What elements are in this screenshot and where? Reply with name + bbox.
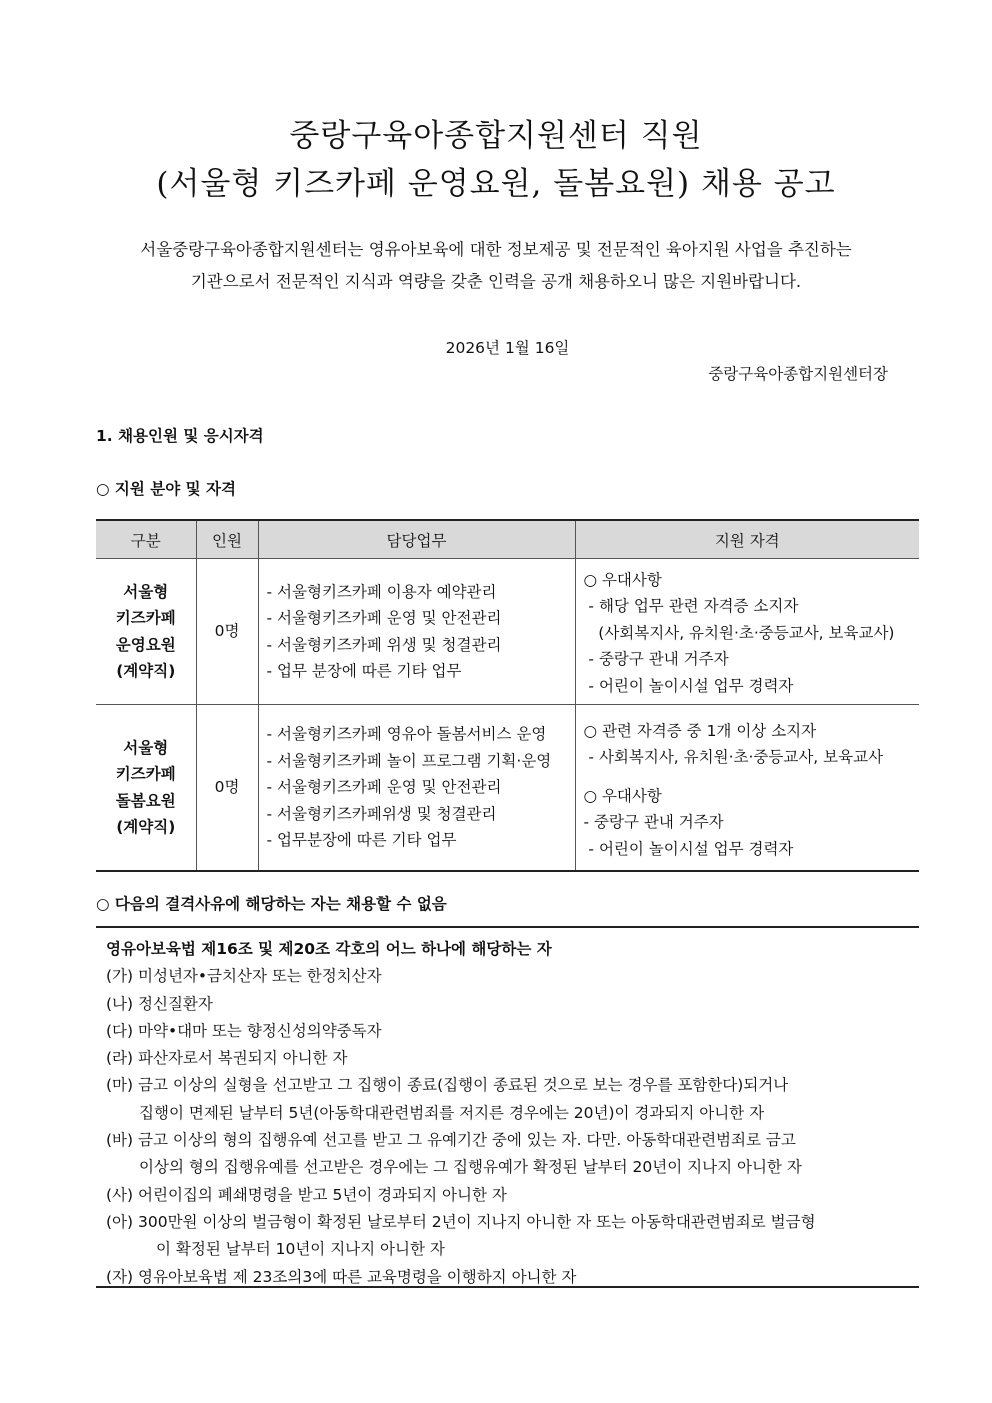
- qualification-item: - 중랑구 관내 거주자: [583, 650, 729, 669]
- category-line: 서울형: [123, 582, 169, 601]
- qualifications-cell: [575, 705, 919, 872]
- duty-item: - 서울형키즈카페위생 및 청결관리: [266, 804, 497, 823]
- duty-item: - 서울형키즈카페 이용자 예약관리: [266, 582, 497, 601]
- recruitment-table: [96, 519, 919, 872]
- intro-line: 서울중랑구육아종합지원센터는 영유아보육에 대한 정보제공 및 전문적인 육아지원 사업을 추진하는: [140, 240, 852, 259]
- category-line: (계약직): [116, 818, 176, 836]
- disqualification-item: (마) 금고 이상의 실형을 선고받고 그 집행이 종료(집행이 종료된 것으로 보는 경우를 포함한다)되거나: [106, 1076, 789, 1095]
- qualification-item: ○ 우대사항: [583, 570, 662, 589]
- qualification-item: - 중랑구 관내 거주자: [583, 813, 724, 832]
- headcount-cell: 0명: [196, 705, 258, 872]
- header-cell: 인원: [196, 520, 258, 559]
- qualification-item: - 어린이 놀이시설 업무 경력자: [583, 676, 794, 695]
- category-line: 키즈카페: [115, 765, 176, 783]
- duty-item: - 서울형키즈카페 놀이 프로그램 기획·운영: [266, 751, 552, 770]
- disqualification-box: [96, 926, 919, 1288]
- table-row: [96, 705, 919, 872]
- header-cell: 지원 자격: [575, 520, 919, 559]
- intro-line: 기관으로서 전문적인 지식과 역량을 갖춘 인력을 공개 채용하오니 많은 지원바랍니다.: [190, 272, 802, 291]
- qualifications-cell: [575, 559, 919, 705]
- disqualification-item: (라) 파산자로서 복권되지 아니한 자: [106, 1049, 348, 1068]
- disqualification-item: (사) 어린이집의 폐쇄명령을 받고 5년이 경과되지 아니한 자: [106, 1185, 507, 1204]
- category-line: (계약직): [116, 662, 176, 680]
- disqualification-item: (자) 영유아보육법 제 23조의3에 따른 교육명령을 이행하지 아니한 자: [106, 1267, 577, 1286]
- disqualification-heading: 영유아보육법 제16조 및 제20조 각호의 어느 하나에 해당하는 자: [106, 940, 552, 958]
- duty-item: - 업무분장에 따른 기타 업무: [266, 831, 457, 850]
- header-cell: 담당업무: [258, 520, 575, 559]
- disqualification-item: (다) 마약•대마 또는 향정신성의약중독자: [106, 1021, 382, 1040]
- table-header-row: [96, 520, 919, 559]
- duty-item: - 서울형키즈카페 위생 및 청결관리: [266, 635, 502, 654]
- category-line: 키즈카페: [115, 609, 176, 627]
- intro-paragraph: [60, 234, 932, 298]
- page-title-line2: (서울형 키즈카페 운영요원, 돌봄요원) 채용 공고: [156, 166, 836, 202]
- subsection-heading: ○ 다음의 결격사유에 해당하는 자는 채용할 수 없음: [96, 895, 447, 913]
- disqualification-item: (아) 300만원 이상의 벌금형이 확정된 날로부터 2년이 지나지 아니한 자 또는 아동학대관련범죄로 벌금형: [106, 1212, 816, 1231]
- duties-cell: [258, 705, 575, 872]
- qualification-item: ○ 우대사항: [583, 786, 662, 805]
- duty-item: - 서울형키즈카페 영유아 돌봄서비스 운영: [266, 725, 547, 744]
- qualification-item: - 해당 업무 관련 자격증 소지자: [583, 597, 799, 616]
- duties-cell: [258, 559, 575, 705]
- qualification-item: (사회복지사, 유치원·초·중등교사, 보육교사): [583, 623, 895, 642]
- duty-item: - 서울형키즈카페 운영 및 안전관리: [266, 778, 502, 797]
- disqualification-item: (바) 금고 이상의 형의 집행유예 선고를 받고 그 유예기간 중에 있는 자. 다만. 아동학대관련범죄로 금고: [106, 1131, 796, 1150]
- category-cell: [96, 705, 196, 872]
- category-line: 서울형: [123, 738, 169, 757]
- page-title-line1: 중랑구육아종합지원센터 직원: [289, 118, 703, 154]
- announcement-date: 2026년 1월 16일: [445, 339, 570, 357]
- category-line: 돌봄요원: [115, 791, 176, 810]
- headcount-cell: 0명: [196, 559, 258, 705]
- disqualification-item-continued: 이 확정된 날부터 10년이 지나지 아니한 자: [156, 1240, 445, 1259]
- duty-item: - 업무 분장에 따른 기타 업무: [266, 662, 462, 680]
- disqualification-item: (가) 미성년자•금치산자 또는 한정치산자: [106, 967, 382, 986]
- signer: 중랑구육아종합지원센터장: [708, 365, 888, 383]
- disqualification-item-continued: 집행이 면제된 날부터 5년(아동학대관련범죄를 저지른 경우에는 20년)이 경과되지 아니한 자: [139, 1103, 765, 1122]
- section-heading: 1. 채용인원 및 응시자격: [96, 427, 264, 445]
- qualification-item: - 어린이 놀이시설 업무 경력자: [583, 839, 794, 858]
- duty-item: - 서울형키즈카페 운영 및 안전관리: [266, 609, 502, 627]
- header-cell: 구분: [96, 520, 196, 559]
- disqualification-item: (나) 정신질환자: [106, 994, 213, 1013]
- table-row: [96, 559, 919, 705]
- qualification-item: ○ 관련 자격증 중 1개 이상 소지자: [583, 721, 817, 740]
- qualification-item: - 사회복지사, 유치원·초·중등교사, 보육교사: [583, 748, 884, 767]
- disqualification-item-continued: 이상의 형의 집행유예를 선고받은 경우에는 그 집행유예가 확정된 날부터 20년이 지나지 아니한 자: [139, 1158, 802, 1177]
- category-cell: [96, 559, 196, 705]
- subsection-heading: ○ 지원 분야 및 자격: [96, 480, 236, 498]
- category-line: 운영요원: [115, 635, 176, 654]
